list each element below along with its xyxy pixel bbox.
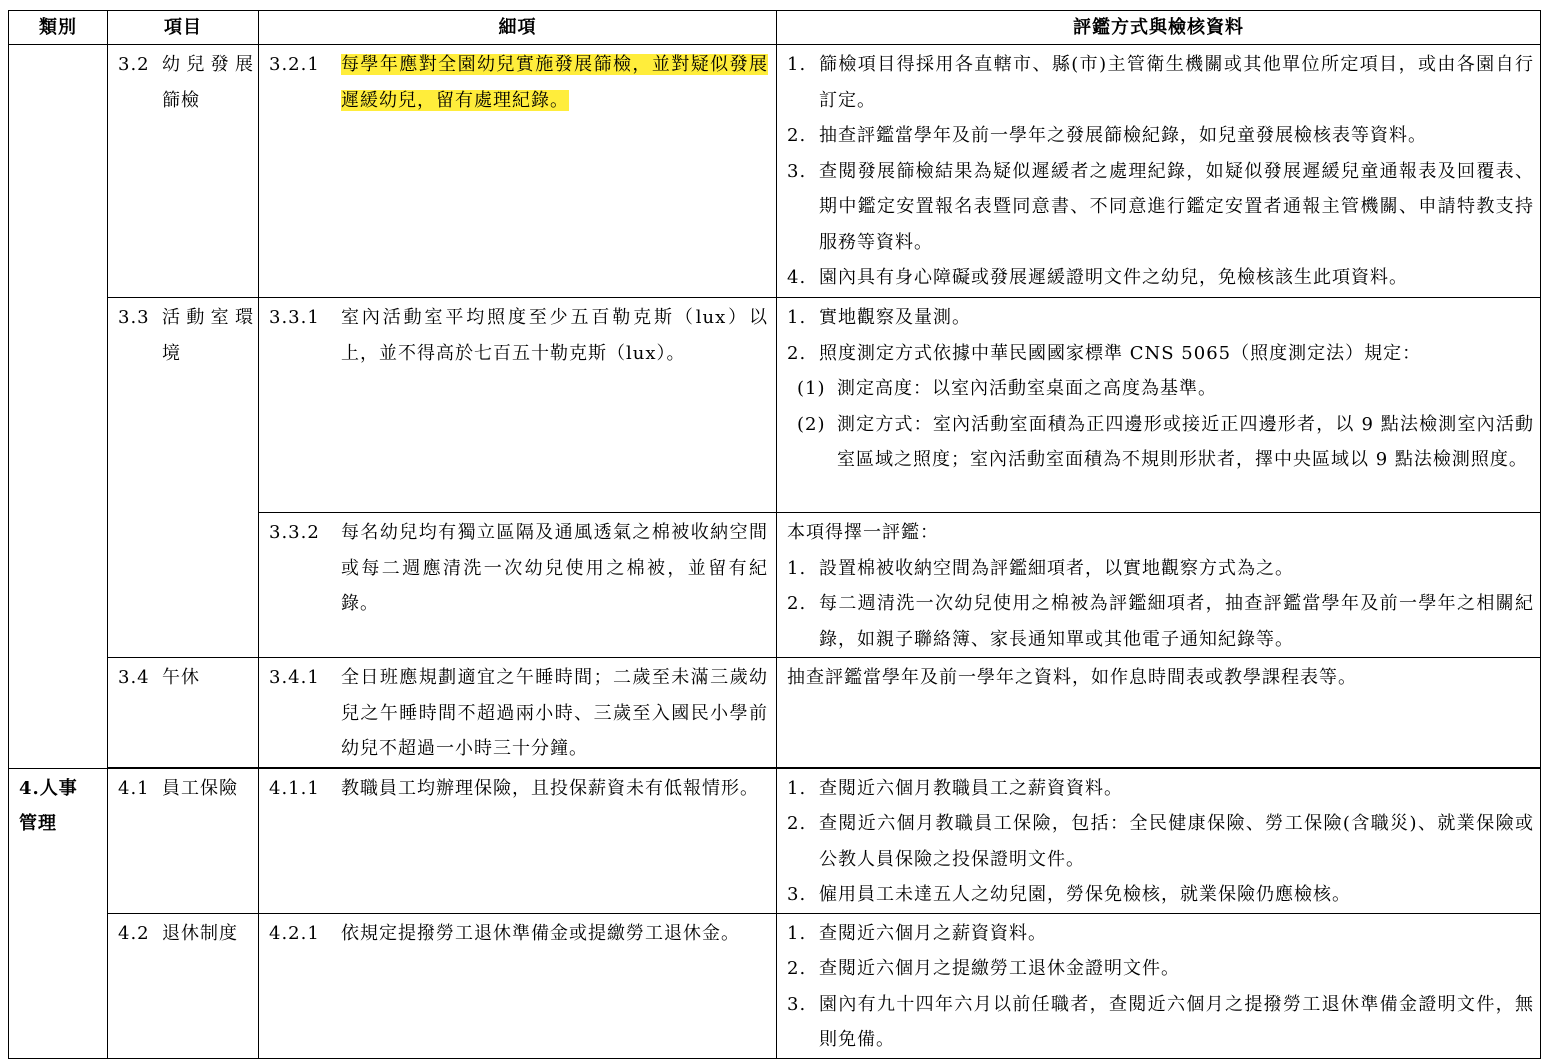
item-number: 3.4 bbox=[118, 667, 150, 688]
category-cell-4 bbox=[9, 768, 108, 1058]
detail-text: 每名幼兒均有獨立區隔及通風透氣之棉被收納空間或每二週應清洗一次幼兒使用之棉被，並留有紀錄。 bbox=[341, 522, 768, 614]
list-item: 2. 抽查評鑑當學年及前一學年之發展篩檢紀錄，如兒童發展檢核表等資料。 bbox=[787, 125, 1427, 146]
evaluation-cell bbox=[777, 658, 1541, 768]
item-name: 活動室環境 bbox=[162, 307, 254, 364]
detail-number: 3.2.1 bbox=[269, 54, 320, 75]
table-row bbox=[9, 658, 1541, 768]
detail-text: 教職員工均辦理保險，且投保薪資未有低報情形。 bbox=[341, 777, 759, 799]
evaluation-text: 抽查評鑑當學年及前一學年之資料，如作息時間表或教學課程表等。 bbox=[787, 667, 1357, 688]
item-cell bbox=[108, 45, 259, 298]
list-item: 1. 篩檢項目得採用各直轄市、縣(市)主管衛生機關或其他單位所定項目，或由各園自行訂定。 bbox=[787, 54, 1534, 111]
list-item: 1. 實地觀察及量測。 bbox=[787, 307, 971, 328]
detail-number: 4.2.1 bbox=[269, 922, 320, 944]
item-number: 4.2 bbox=[118, 922, 150, 944]
detail-text: 全日班應規劃適宜之午睡時間；二歲至未滿三歲幼兒之午睡時間不超過兩小時、三歲至入國民小學前幼兒不超過一小時三十分鐘。 bbox=[341, 667, 768, 759]
table-row bbox=[9, 298, 1541, 513]
detail-number: 3.4.1 bbox=[269, 667, 320, 688]
evaluation-cell bbox=[777, 513, 1541, 658]
list-item: 1. 查閱近六個月之薪資資料。 bbox=[787, 922, 1047, 944]
item-name: 員工保險 bbox=[162, 777, 238, 799]
detail-cell bbox=[259, 913, 777, 1058]
evaluation-cell bbox=[777, 45, 1541, 298]
item-name: 退休制度 bbox=[162, 922, 238, 944]
header-detail: 細項 bbox=[259, 11, 777, 45]
detail-cell bbox=[259, 768, 777, 913]
category-label: 4.人事管理 bbox=[19, 777, 78, 834]
table-row bbox=[9, 768, 1541, 913]
table-row bbox=[9, 913, 1541, 1058]
item-name: 幼兒發展篩檢 bbox=[162, 54, 254, 111]
list-item: 2. 查閱近六個月之提繳勞工退休金證明文件。 bbox=[787, 958, 1180, 979]
item-name: 午休 bbox=[162, 667, 200, 688]
header-category: 類別 bbox=[9, 11, 108, 45]
header-evaluation: 評鑑方式與檢核資料 bbox=[777, 11, 1541, 45]
evaluation-cell bbox=[777, 913, 1541, 1058]
header-item: 項目 bbox=[108, 11, 259, 45]
list-item: 2. 每二週清洗一次幼兒使用之棉被為評鑑細項者，抽查評鑑當學年及前一學年之相關紀錄，如親子聯絡簿、家長通知單或其他電子通知紀錄等。 bbox=[787, 593, 1534, 650]
item-cell bbox=[108, 913, 259, 1058]
sub-list-item: (1) 測定高度：以室內活動室桌面之高度為基準。 bbox=[797, 378, 1217, 399]
detail-number: 3.3.2 bbox=[269, 522, 320, 543]
evaluation-table bbox=[8, 10, 1541, 1059]
item-number: 3.2 bbox=[118, 54, 150, 75]
detail-cell bbox=[259, 45, 777, 298]
detail-number: 4.1.1 bbox=[269, 777, 320, 799]
list-item: 1. 設置棉被收納空間為評鑑細項者，以實地觀察方式為之。 bbox=[787, 557, 1294, 579]
header-row bbox=[9, 11, 1541, 45]
detail-text: 依規定提撥勞工退休準備金或提繳勞工退休金。 bbox=[341, 922, 740, 944]
list-item: 3. 園內有九十四年六月以前任職者，查閱近六個月之提撥勞工退休準備金證明文件，無則免備。 bbox=[787, 993, 1534, 1050]
item-cell bbox=[108, 768, 259, 913]
evaluation-cell bbox=[777, 298, 1541, 513]
detail-number: 3.3.1 bbox=[269, 307, 320, 328]
item-number: 3.3 bbox=[118, 307, 150, 328]
detail-text: 室內活動室平均照度至少五百勒克斯（lux）以上，並不得高於七百五十勒克斯（lux）。 bbox=[341, 307, 768, 364]
highlighted-detail-text: 每學年應對全園幼兒實施發展篩檢，並對疑似發展遲緩幼兒，留有處理紀錄。 bbox=[341, 54, 768, 111]
item-cell bbox=[108, 658, 259, 768]
evaluation-intro: 本項得擇一評鑑： bbox=[787, 522, 939, 543]
item-cell bbox=[108, 298, 259, 658]
list-item: 1. 查閱近六個月教職員工之薪資資料。 bbox=[787, 777, 1123, 799]
list-item: 3. 查閱發展篩檢結果為疑似遲緩者之處理紀錄，如疑似發展遲緩兒童通報表及回覆表、期中鑑定安置報名表暨同意書、不同意進行鑑定安置者通報主管機關、申請特教支持服務等資料。 bbox=[787, 160, 1534, 253]
detail-cell bbox=[259, 298, 777, 513]
item-number: 4.1 bbox=[118, 777, 150, 799]
list-item: 2. 查閱近六個月教職員工保險，包括：全民健康保險、勞工保險(含職災)、就業保險或公教人員保險之投保證明文件。 bbox=[787, 813, 1534, 870]
evaluation-cell bbox=[777, 768, 1541, 913]
category-cell-3 bbox=[9, 45, 108, 769]
detail-cell bbox=[259, 658, 777, 768]
list-item: 4. 園內具有身心障礙或發展遲緩證明文件之幼兒，免檢核該生此項資料。 bbox=[787, 267, 1408, 288]
detail-cell bbox=[259, 513, 777, 658]
list-item: 2. 照度測定方式依據中華民國國家標準 CNS 5065（照度測定法）規定： bbox=[787, 342, 1422, 364]
table-row bbox=[9, 45, 1541, 298]
sub-list-item: (2) 測定方式：室內活動室面積為正四邊形或接近正四邊形者，以 9 點法檢測室內活動室區域之照度；室內活動室面積為不規則形狀者，擇中央區域以 9 點法檢測照度。 bbox=[797, 413, 1534, 470]
list-item: 3. 僱用員工未達五人之幼兒園，勞保免檢核，就業保險仍應檢核。 bbox=[787, 884, 1351, 905]
